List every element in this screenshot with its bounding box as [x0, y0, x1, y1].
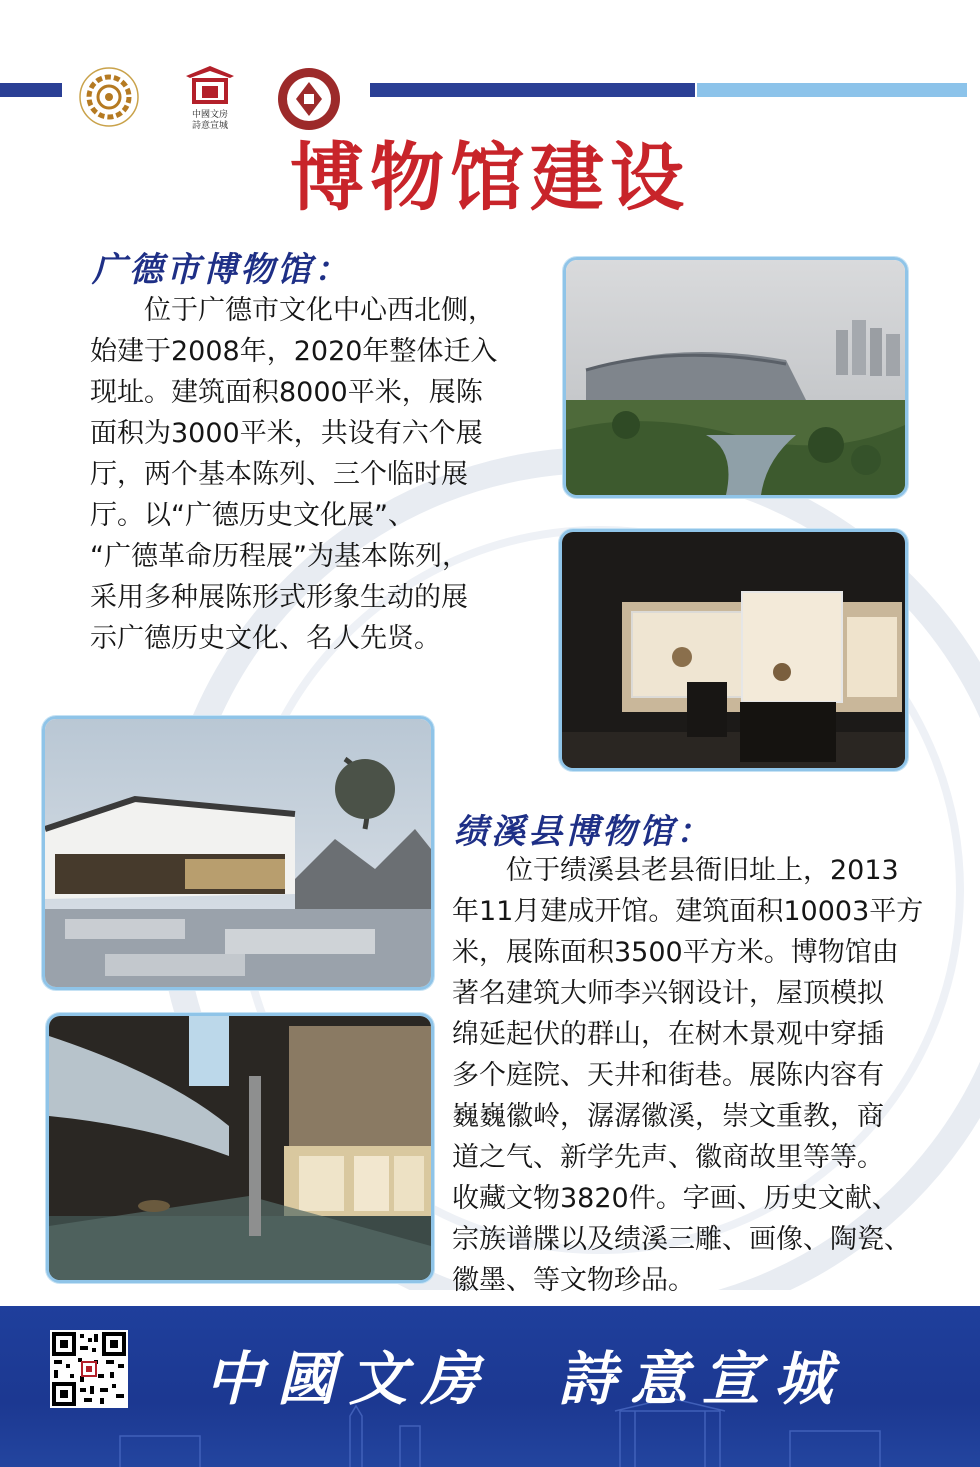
- round-seal-icon: [276, 66, 342, 132]
- page-title: 博物馆建设: [290, 135, 690, 221]
- pavilion-seal-icon: [180, 62, 240, 106]
- section1-text: [90, 290, 530, 659]
- section1-line: 面积为3000平米，共设有六个展: [90, 418, 483, 449]
- section2-line: 道之气、新学先声、徽商故里等等。: [452, 1142, 884, 1173]
- header-bar-left: [0, 83, 62, 97]
- section2-line: 绵延起伏的群山，在树木景观中穿插: [452, 1019, 884, 1050]
- section1-line: 厅，两个基本陈列、三个临时展: [90, 459, 468, 490]
- section1-line: 采用多种展陈形式形象生动的展: [90, 582, 468, 613]
- guangde-museum-aerial-photo: [563, 257, 908, 498]
- section1-heading: 广德市博物馆：: [92, 250, 351, 290]
- header-bar-right-light: [697, 83, 967, 97]
- footer-slogan-left: 中國文房: [205, 1345, 494, 1413]
- jixi-museum-interior-photo: [46, 1013, 434, 1283]
- section1-line: “广德革命历程展”为基本陈列，: [90, 541, 469, 572]
- section1-line: 厅。以“广德历史文化展”、: [90, 500, 415, 531]
- section1-line: 始建于2008年，2020年整体迁入: [90, 336, 498, 367]
- header-bar-right-dark: [370, 83, 695, 97]
- section2-text: [452, 850, 952, 1301]
- section2-line: 米，展陈面积3500平方米。博物馆由: [452, 937, 899, 968]
- section2-line: 徽墨、等文物珍品。: [452, 1265, 695, 1296]
- section2-line: 年11月建成开馆。建筑面积10003平方: [452, 896, 924, 927]
- section2-line: 收藏文物3820件。字画、历史文献、: [452, 1183, 899, 1214]
- logo-line-2: 詩意宣城: [191, 121, 228, 131]
- pavilion-seal-logo: [180, 62, 240, 132]
- section2-line: 宗族谱牒以及绩溪三雕、画像、陶瓷、: [452, 1224, 911, 1255]
- jixi-museum-exterior-photo: [42, 716, 434, 990]
- section2-line: 巍巍徽岭，潺潺徽溪，崇文重教，商: [452, 1101, 884, 1132]
- guangde-museum-exhibit-photo: [559, 529, 908, 771]
- section2-line: 著名建筑大师李兴钢设计，屋顶模拟: [452, 978, 884, 1009]
- logo-line-1: 中國文房: [191, 110, 228, 120]
- gear-seal-icon: [78, 66, 140, 128]
- section2-line: 多个庭院、天井和街巷。展陈内容有: [452, 1060, 884, 1091]
- section1-line: 位于广德市文化中心西北侧，: [90, 295, 495, 326]
- section2-heading: 绩溪县博物馆：: [454, 812, 713, 852]
- section2-line: 位于绩溪县老县衙旧址上，2013: [452, 855, 899, 886]
- section1-line: 现址。建筑面积8000平米，展陈: [90, 377, 483, 408]
- qr-code-icon[interactable]: [50, 1330, 128, 1408]
- section1-line: 示广德历史文化、名人先贤。: [90, 623, 441, 654]
- footer-slogan-right: 詩意宣城: [558, 1345, 847, 1413]
